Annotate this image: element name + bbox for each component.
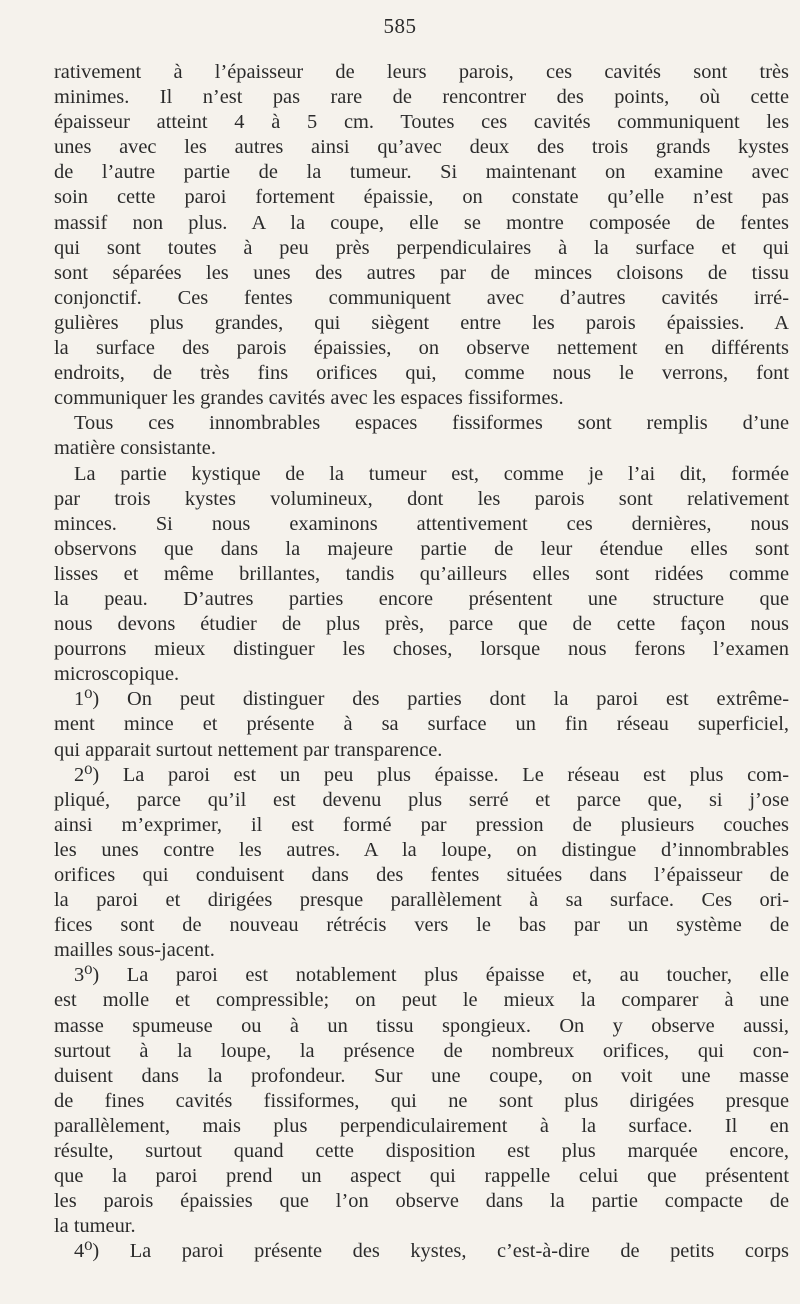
text-line: est molle et compressible; on peut le mieux la comparer à une [54, 989, 789, 1012]
text-line: parallèlement, mais plus perpendiculairement à la surface. Il en [54, 1114, 789, 1137]
text-line: épaisseur atteint 4 à 5 cm. Toutes ces cavités communiquent les [54, 111, 789, 134]
text-line: de l’autre partie de la tumeur. Si maintenant on examine avec [54, 161, 789, 184]
text-line: pourrons mieux distinguer les choses, lorsque nous ferons l’examen [54, 638, 789, 661]
text-line: conjonctif. Ces fentes communiquent avec d’autres cavités irré- [54, 286, 789, 309]
text-line: la tumeur. [54, 1215, 136, 1238]
text-line: ment mince et présente à sa surface un fin réseau superficiel, [54, 713, 789, 736]
text-line: 2⁰) La paroi est un peu plus épaisse. Le réseau est plus com- [74, 763, 789, 786]
text-line: communiquer les grandes cavités avec les espaces fissiformes. [54, 387, 564, 410]
text-line: la peau. D’autres parties encore présentent une structure que [54, 587, 789, 610]
text-line: endroits, de très fins orifices qui, comme nous le verrons, font [54, 362, 789, 385]
text-line: résulte, surtout quand cette disposition est plus marquée encore, [54, 1140, 789, 1163]
text-line: duisent dans la profondeur. Sur une coupe, on voit une masse [54, 1064, 789, 1087]
text-line: qui sont toutes à peu près perpendiculaires à la surface et qui [54, 236, 789, 259]
text-line: de fines cavités fissiformes, qui ne sont plus dirigées presque [54, 1089, 789, 1112]
text-line: sont séparées les unes des autres par de minces cloisons de tissu [54, 261, 789, 284]
text-line: gulières plus grandes, qui siègent entre les parois épaissies. A [54, 311, 789, 334]
text-line: qui apparait surtout nettement par transparence. [54, 738, 443, 761]
text-line: 3⁰) La paroi est notablement plus épaisse et, au toucher, elle [74, 964, 789, 987]
text-line: massif non plus. A la coupe, elle se montre composée de fentes [54, 211, 789, 234]
text-line: la surface des parois épaissies, on observe nettement en différents [54, 337, 789, 360]
text-line: les parois épaissies que l’on observe dans la partie compacte de [54, 1190, 789, 1213]
text-line: soin cette paroi fortement épaissie, on constate qu’elle n’est pas [54, 186, 789, 209]
text-line: minimes. Il n’est pas rare de rencontrer des points, où cette [54, 86, 789, 109]
text-line: 1⁰) On peut distinguer des parties dont la paroi est extrême- [74, 688, 789, 711]
page-number: 585 [383, 14, 417, 38]
text-line: ainsi m’exprimer, il est formé par pression de plusieurs couches [54, 813, 789, 836]
text-line: rativement à l’épaisseur de leurs parois, ces cavités sont très [54, 61, 789, 83]
text-line: la paroi et dirigées presque parallèlement à sa surface. Ces ori- [54, 889, 789, 912]
text-line: minces. Si nous examinons attentivement ces dernières, nous [54, 512, 789, 535]
text-line: microscopique. [54, 663, 180, 686]
body-text [54, 60, 789, 1265]
text-line: par trois kystes volumineux, dont les parois sont relativement [54, 487, 789, 510]
text-line: La partie kystique de la tumeur est, comme je l’ai dit, formée [74, 462, 789, 485]
text-line: matière consistante. [54, 437, 216, 460]
text-line: mailles sous-jacent. [54, 939, 215, 962]
text-line: masse spumeuse ou à un tissu spongieux. On y observe aussi, [54, 1014, 789, 1037]
text-line: orifices qui conduisent dans des fentes situées dans l’épaisseur de [54, 864, 789, 886]
text-line: que la paroi prend un aspect qui rappelle celui que présentent [54, 1165, 789, 1188]
text-line: les unes contre les autres. A la loupe, on distingue d’innombrables [54, 838, 789, 861]
text-line: 4⁰) La paroi présente des kystes, c’est-à-dire de petits corps [74, 1240, 789, 1263]
text-line: unes avec les autres ainsi qu’avec deux des trois grands kystes [54, 136, 789, 159]
text-line: pliqué, parce qu’il est devenu plus serré et parce que, si j’ose [54, 788, 789, 811]
text-line: surtout à la loupe, la présence de nombreux orifices, qui con- [54, 1039, 789, 1062]
text-line: lisses et même brillantes, tandis qu’ailleurs elles sont ridées comme [54, 562, 789, 585]
text-line: Tous ces innombrables espaces fissiformes sont remplis d’une [74, 412, 789, 435]
text-line: observons que dans la majeure partie de leur étendue elles sont [54, 537, 789, 560]
text-line: fices sont de nouveau rétrécis vers le bas par un système de [54, 914, 789, 937]
text-line: nous devons étudier de plus près, parce que de cette façon nous [54, 613, 789, 636]
